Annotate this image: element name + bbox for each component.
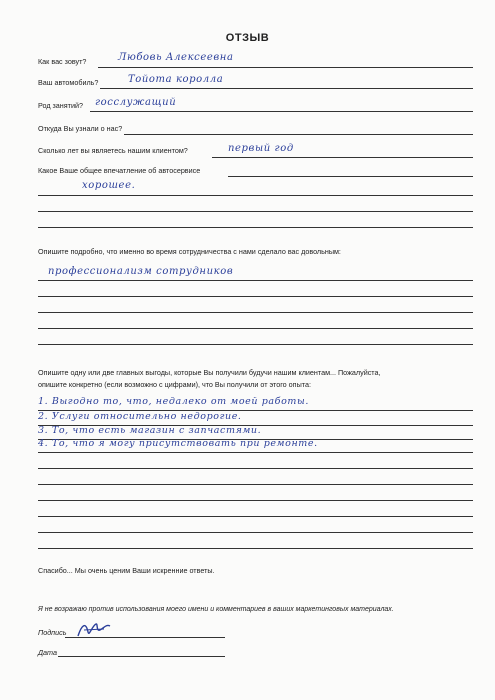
question-source: Откуда Вы узнали о нас? (38, 124, 123, 133)
answer-line-benefits-8 (38, 516, 473, 517)
answer-line-satisfied-5 (38, 344, 473, 345)
answer-line-benefits-4 (38, 452, 473, 453)
answer-line-benefits-10 (38, 548, 473, 549)
answer-line-impression-2 (38, 211, 473, 212)
consent-text: Я не возражаю против использования моего имени и комментариев в ваших маркетинговых материалах. (38, 606, 394, 613)
answer-line-benefits-6 (38, 484, 473, 485)
answer-line-name (98, 67, 473, 68)
answer-benefit-1: 1. Выгодно то, что, недалеко от моей работы. (38, 396, 309, 407)
answer-name: Любовь Алексеевна (118, 52, 234, 63)
answer-line-car (100, 88, 473, 89)
date-line (58, 656, 225, 657)
question-impression: Какое Ваше общее впечатление об автосервисе (38, 166, 201, 175)
answer-car: Тойота королла (128, 74, 224, 85)
answer-satisfied: профессионализм сотрудников (48, 266, 234, 277)
answer-benefit-3: 3. То, что есть магазин с запчастями. (38, 425, 262, 436)
answer-line-impression-0 (228, 176, 473, 177)
question-occupation: Род занятий? (38, 101, 83, 110)
answer-line-satisfied-1 (38, 280, 473, 281)
question-years: Сколько лет вы являетесь нашим клиентом? (38, 146, 188, 155)
answer-line-impression-1 (38, 195, 473, 196)
answer-years: первый год (228, 143, 294, 154)
answer-line-impression-3 (38, 227, 473, 228)
answer-occupation: госслужащий (95, 97, 177, 108)
question-benefits-line2: опишите конкретно (если возможно с цифрами), что Вы получили от этого опыта: (38, 380, 311, 389)
answer-impression: хорошее. (82, 180, 136, 191)
question-name: Как вас зовут? (38, 57, 87, 66)
form-title: ОТЗЫВ (225, 32, 270, 44)
answer-line-satisfied-4 (38, 328, 473, 329)
answer-benefit-2: 2. Услуги относительно недорогие. (38, 411, 242, 422)
answer-line-satisfied-2 (38, 296, 473, 297)
signature-label: Подпись (38, 628, 67, 637)
answer-line-satisfied-3 (38, 312, 473, 313)
question-satisfied: Опишите подробно, что именно во время сотрудничества с нами сделало вас довольным: (38, 247, 341, 256)
answer-line-occupation (90, 111, 473, 112)
question-car: Ваш автомобиль? (38, 78, 99, 87)
signature-mark (74, 618, 114, 642)
answer-benefit-4: 4. То, что я могу присутствовать при ремонте. (38, 438, 318, 449)
answer-line-source (124, 134, 473, 135)
thanks-text: Спасибо... Мы очень ценим Ваши искренние ответы. (38, 566, 215, 575)
answer-line-benefits-5 (38, 468, 473, 469)
answer-line-years (212, 157, 473, 158)
question-benefits-line1: Опишите одну или две главных выгоды, которые Вы получили будучи нашим клиентам... Пожалуйста, (38, 368, 381, 377)
answer-line-benefits-9 (38, 532, 473, 533)
date-label: Дата (38, 648, 57, 657)
answer-line-benefits-7 (38, 500, 473, 501)
